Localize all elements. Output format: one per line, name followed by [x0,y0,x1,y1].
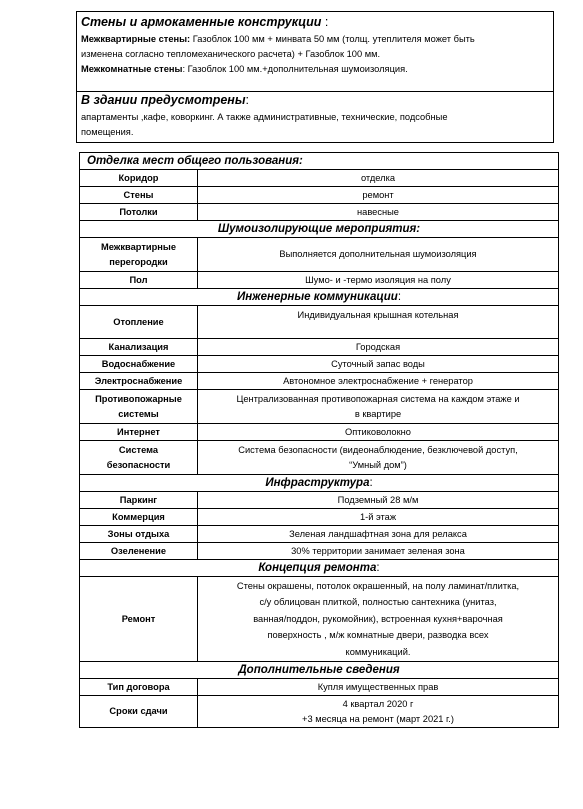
row-key-sewerage: Канализация [80,339,198,356]
table-row [80,509,559,526]
section-title-engineering: Инженерные коммуникации: [80,289,559,306]
section-title-concept: Концепция ремонта: [80,560,559,577]
table-row [80,696,559,728]
table-row [80,187,559,204]
row-key-partitions: Межквартирные перегородки [80,238,198,272]
building-text: апартаменты ,кафе, коворкинг. А также административные, технические, подсобные [81,112,448,122]
row-value-ceilings: навесные [198,204,559,221]
row-value-contract: Купля имущественных прав [198,679,559,696]
building-title: В здании предусмотрены: [81,93,249,107]
building-text-cont: помещения. [81,127,134,137]
section-row-infrastructure [80,475,559,492]
table-row [80,204,559,221]
row-key-contract: Тип договора [80,679,198,696]
building-info-box [76,91,554,143]
row-value-security: Система безопасности (видеонаблюдение, безключевой доступ, “Умный дом”) [198,441,559,475]
table-row [80,577,559,662]
section-title-infrastructure: Инфраструктура: [80,475,559,492]
inter-apartment-walls-text: Межквартирные стены: Газоблок 100 мм + минвата 50 мм (толщ. утеплителя может быть [81,34,475,44]
table-row [80,373,559,390]
row-value-deadline: 4 квартал 2020 г +3 месяца на ремонт (март 2021 г.) [198,696,559,728]
row-value-partitions: Выполняется дополнительная шумоизоляция [198,238,559,272]
row-key-water: Водоснабжение [80,356,198,373]
row-value-rest-zones: Зеленая ландшафтная зона для релакса [198,526,559,543]
section-row-concept [80,560,559,577]
row-key-greening: Озеленение [80,543,198,560]
table-row [80,526,559,543]
row-value-parking: Подземный 28 м/м [198,492,559,509]
row-value-floor: Шумо- и -термо изоляция на полу [198,272,559,289]
row-key-heating: Отопление [80,306,198,339]
section-row-noise [80,221,559,238]
row-key-internet: Интернет [80,424,198,441]
row-value-renovation: Стены окрашены, потолок окрашенный, на полу ламинат/плитка, с/у облицован плиткой, полностью сантехника (унитаз, ванная/поддон, рукомойник), встроенная кухня+варочная поверхность , м/ж комнатные двери, разводка всех коммуникаций. [198,577,559,662]
section-row-engineering [80,289,559,306]
row-value-sewerage: Городская [198,339,559,356]
table-row [80,272,559,289]
row-key-rest-zones: Зоны отдыха [80,526,198,543]
table-row [80,679,559,696]
row-value-internet: Оптиковолокно [198,424,559,441]
row-key-renovation: Ремонт [80,577,198,662]
row-value-walls: ремонт [198,187,559,204]
row-value-power: Автономное электроснабжение + генератор [198,373,559,390]
table-row [80,390,559,424]
row-value-water: Суточный запас воды [198,356,559,373]
row-key-power: Электроснабжение [80,373,198,390]
row-value-corridor: отделка [198,170,559,187]
row-key-walls: Стены [80,187,198,204]
table-row [80,238,559,272]
section-title-noise: Шумоизолирующие мероприятия: [80,221,559,238]
row-key-deadline: Сроки сдачи [80,696,198,728]
row-value-fire: Централизованная противопожарная система на каждом этаже и в квартире [198,390,559,424]
row-value-greening: 30% территории занимает зеленая зона [198,543,559,560]
table-row [80,339,559,356]
table-row [80,543,559,560]
specification-table [79,152,559,728]
row-key-corridor: Коридор [80,170,198,187]
row-key-security: Система безопасности [80,441,198,475]
section-row-extra [80,662,559,679]
section-title-extra: Дополнительные сведения [80,662,559,679]
row-value-commerce: 1-й этаж [198,509,559,526]
table-row [80,356,559,373]
row-key-floor: Пол [80,272,198,289]
walls-title: Стены и армокаменные конструкции : [81,15,329,29]
row-key-commerce: Коммерция [80,509,198,526]
row-key-parking: Паркинг [80,492,198,509]
row-key-ceilings: Потолки [80,204,198,221]
section-title-finish: Отделка мест общего пользования: [80,153,559,170]
table-row [80,492,559,509]
section-row-finish [80,153,559,170]
inter-room-walls-text: Межкомнатные стены: Газоблок 100 мм.+дополнительная шумоизоляция. [81,64,408,74]
inter-apartment-walls-text-cont: изменена согласно тепломеханического расчета) + Газоблок 100 мм. [81,49,381,59]
row-value-heating: Индивидуальная крышная котельная [198,306,559,339]
table-row [80,424,559,441]
walls-info-box [76,11,554,92]
row-key-fire: Противопожарные системы [80,390,198,424]
table-row [80,306,559,339]
table-row [80,441,559,475]
table-row [80,170,559,187]
